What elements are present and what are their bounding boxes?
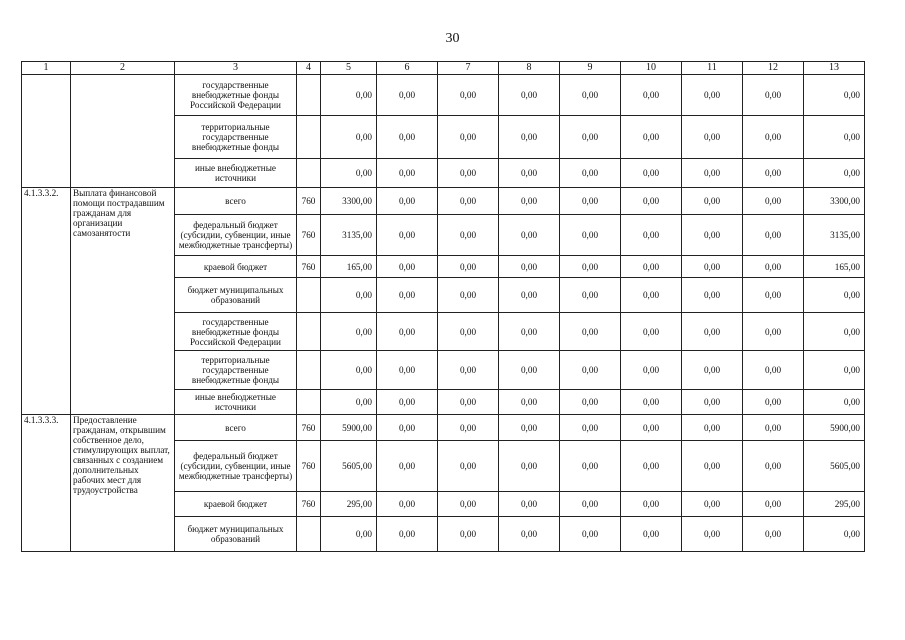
value-cell-col-7: 0,00 bbox=[438, 351, 499, 390]
value-cell-col-5: 5605,00 bbox=[321, 441, 377, 492]
value-cell-col-8: 0,00 bbox=[499, 116, 560, 159]
value-cell-col-5: 0,00 bbox=[321, 159, 377, 188]
value-cell-col-6: 0,00 bbox=[377, 492, 438, 517]
value-cell-col-12: 0,00 bbox=[743, 278, 804, 313]
value-cell-col-9: 0,00 bbox=[560, 390, 621, 415]
funding-source: всего bbox=[175, 188, 297, 215]
value-cell-col-8: 0,00 bbox=[499, 188, 560, 215]
value-cell-col-8: 0,00 bbox=[499, 75, 560, 116]
value-cell-col-7: 0,00 bbox=[438, 215, 499, 256]
value-cell-col-11: 0,00 bbox=[682, 215, 743, 256]
value-cell-col-10: 0,00 bbox=[621, 517, 682, 552]
value-cell-col-6: 0,00 bbox=[377, 351, 438, 390]
column-header-12: 12 bbox=[743, 62, 804, 75]
value-cell-col-10: 0,00 bbox=[621, 441, 682, 492]
value-cell-col-6: 0,00 bbox=[377, 75, 438, 116]
kbk-code bbox=[297, 278, 321, 313]
value-cell-col-11: 0,00 bbox=[682, 517, 743, 552]
value-cell-col-12: 0,00 bbox=[743, 441, 804, 492]
value-cell-col-11: 0,00 bbox=[682, 278, 743, 313]
value-cell-col-6: 0,00 bbox=[377, 517, 438, 552]
item-name: Предоставление гражданам, открывшим собственное дело, стимулирующих выплат, связанных с созданием дополнительных рабочих мест для трудоустройства bbox=[71, 415, 175, 552]
value-cell-col-7: 0,00 bbox=[438, 256, 499, 278]
value-cell-col-7: 0,00 bbox=[438, 441, 499, 492]
funding-source: всего bbox=[175, 415, 297, 441]
value-cell-col-9: 0,00 bbox=[560, 517, 621, 552]
value-cell-col-9: 0,00 bbox=[560, 75, 621, 116]
value-cell-col-10: 0,00 bbox=[621, 492, 682, 517]
value-cell-col-12: 0,00 bbox=[743, 351, 804, 390]
table-row bbox=[22, 415, 865, 441]
funding-source: бюджет муниципальных образований bbox=[175, 517, 297, 552]
item-code bbox=[22, 75, 71, 188]
value-cell-col-12: 0,00 bbox=[743, 116, 804, 159]
value-cell-col-6: 0,00 bbox=[377, 215, 438, 256]
value-cell-col-12: 0,00 bbox=[743, 159, 804, 188]
kbk-code bbox=[297, 75, 321, 116]
value-cell-col-9: 0,00 bbox=[560, 313, 621, 351]
column-header-1: 1 bbox=[22, 62, 71, 75]
value-cell-col-6: 0,00 bbox=[377, 278, 438, 313]
kbk-code: 760 bbox=[297, 256, 321, 278]
value-cell-col-7: 0,00 bbox=[438, 188, 499, 215]
column-header-5: 5 bbox=[321, 62, 377, 75]
value-cell-col-11: 0,00 bbox=[682, 313, 743, 351]
value-cell-col-12: 0,00 bbox=[743, 188, 804, 215]
value-cell-col-12: 0,00 bbox=[743, 517, 804, 552]
value-cell-col-12: 0,00 bbox=[743, 75, 804, 116]
funding-source: государственные внебюджетные фонды Российской Федерации bbox=[175, 75, 297, 116]
value-cell-col-11: 0,00 bbox=[682, 188, 743, 215]
value-cell-col-11: 0,00 bbox=[682, 75, 743, 116]
value-cell-col-10: 0,00 bbox=[621, 116, 682, 159]
table-row bbox=[22, 75, 865, 116]
funding-source: бюджет муниципальных образований bbox=[175, 278, 297, 313]
value-cell-col-11: 0,00 bbox=[682, 256, 743, 278]
value-cell-col-5: 3300,00 bbox=[321, 188, 377, 215]
value-cell-col-8: 0,00 bbox=[499, 415, 560, 441]
value-cell-col-13: 0,00 bbox=[804, 159, 865, 188]
value-cell-col-7: 0,00 bbox=[438, 517, 499, 552]
value-cell-col-8: 0,00 bbox=[499, 441, 560, 492]
value-cell-col-6: 0,00 bbox=[377, 313, 438, 351]
value-cell-col-11: 0,00 bbox=[682, 351, 743, 390]
value-cell-col-9: 0,00 bbox=[560, 256, 621, 278]
funding-source: территориальные государственные внебюджетные фонды bbox=[175, 116, 297, 159]
value-cell-col-6: 0,00 bbox=[377, 159, 438, 188]
value-cell-col-6: 0,00 bbox=[377, 188, 438, 215]
value-cell-col-6: 0,00 bbox=[377, 441, 438, 492]
column-header-2: 2 bbox=[71, 62, 175, 75]
value-cell-col-8: 0,00 bbox=[499, 313, 560, 351]
value-cell-col-11: 0,00 bbox=[682, 159, 743, 188]
kbk-code bbox=[297, 159, 321, 188]
value-cell-col-10: 0,00 bbox=[621, 188, 682, 215]
column-header-11: 11 bbox=[682, 62, 743, 75]
kbk-code bbox=[297, 390, 321, 415]
column-header-9: 9 bbox=[560, 62, 621, 75]
value-cell-col-8: 0,00 bbox=[499, 159, 560, 188]
value-cell-col-9: 0,00 bbox=[560, 441, 621, 492]
value-cell-col-7: 0,00 bbox=[438, 492, 499, 517]
value-cell-col-9: 0,00 bbox=[560, 278, 621, 313]
value-cell-col-12: 0,00 bbox=[743, 313, 804, 351]
value-cell-col-9: 0,00 bbox=[560, 188, 621, 215]
value-cell-col-13: 5900,00 bbox=[804, 415, 865, 441]
value-cell-col-8: 0,00 bbox=[499, 278, 560, 313]
value-cell-col-5: 3135,00 bbox=[321, 215, 377, 256]
kbk-code bbox=[297, 313, 321, 351]
value-cell-col-8: 0,00 bbox=[499, 215, 560, 256]
value-cell-col-13: 165,00 bbox=[804, 256, 865, 278]
value-cell-col-6: 0,00 bbox=[377, 415, 438, 441]
value-cell-col-7: 0,00 bbox=[438, 390, 499, 415]
column-header-7: 7 bbox=[438, 62, 499, 75]
value-cell-col-8: 0,00 bbox=[499, 351, 560, 390]
value-cell-col-10: 0,00 bbox=[621, 415, 682, 441]
item-name: Выплата финансовой помощи пострадавшим гражданам для организации самозанятости bbox=[71, 188, 175, 415]
value-cell-col-12: 0,00 bbox=[743, 215, 804, 256]
value-cell-col-10: 0,00 bbox=[621, 313, 682, 351]
value-cell-col-7: 0,00 bbox=[438, 75, 499, 116]
value-cell-col-13: 0,00 bbox=[804, 313, 865, 351]
value-cell-col-9: 0,00 bbox=[560, 351, 621, 390]
column-header-10: 10 bbox=[621, 62, 682, 75]
value-cell-col-5: 0,00 bbox=[321, 116, 377, 159]
kbk-code: 760 bbox=[297, 415, 321, 441]
kbk-code bbox=[297, 517, 321, 552]
value-cell-col-12: 0,00 bbox=[743, 492, 804, 517]
value-cell-col-5: 0,00 bbox=[321, 278, 377, 313]
budget-table bbox=[21, 61, 865, 552]
value-cell-col-9: 0,00 bbox=[560, 415, 621, 441]
value-cell-col-11: 0,00 bbox=[682, 116, 743, 159]
funding-source: государственные внебюджетные фонды Российской Федерации bbox=[175, 313, 297, 351]
value-cell-col-8: 0,00 bbox=[499, 390, 560, 415]
value-cell-col-13: 0,00 bbox=[804, 116, 865, 159]
value-cell-col-13: 0,00 bbox=[804, 75, 865, 116]
value-cell-col-5: 295,00 bbox=[321, 492, 377, 517]
item-code: 4.1.3.3.3. bbox=[22, 415, 71, 552]
funding-source: краевой бюджет bbox=[175, 492, 297, 517]
value-cell-col-7: 0,00 bbox=[438, 278, 499, 313]
value-cell-col-7: 0,00 bbox=[438, 313, 499, 351]
kbk-code bbox=[297, 351, 321, 390]
value-cell-col-11: 0,00 bbox=[682, 390, 743, 415]
column-header-13: 13 bbox=[804, 62, 865, 75]
column-header-8: 8 bbox=[499, 62, 560, 75]
value-cell-col-8: 0,00 bbox=[499, 256, 560, 278]
funding-source: иные внебюджетные источники bbox=[175, 159, 297, 188]
value-cell-col-10: 0,00 bbox=[621, 215, 682, 256]
table-body bbox=[22, 75, 865, 552]
kbk-code bbox=[297, 116, 321, 159]
value-cell-col-12: 0,00 bbox=[743, 390, 804, 415]
funding-source: иные внебюджетные источники bbox=[175, 390, 297, 415]
value-cell-col-10: 0,00 bbox=[621, 159, 682, 188]
value-cell-col-13: 295,00 bbox=[804, 492, 865, 517]
value-cell-col-11: 0,00 bbox=[682, 441, 743, 492]
value-cell-col-5: 165,00 bbox=[321, 256, 377, 278]
value-cell-col-10: 0,00 bbox=[621, 256, 682, 278]
value-cell-col-9: 0,00 bbox=[560, 159, 621, 188]
table-row bbox=[22, 188, 865, 215]
value-cell-col-9: 0,00 bbox=[560, 116, 621, 159]
value-cell-col-13: 0,00 bbox=[804, 390, 865, 415]
funding-source: краевой бюджет bbox=[175, 256, 297, 278]
value-cell-col-8: 0,00 bbox=[499, 517, 560, 552]
value-cell-col-5: 5900,00 bbox=[321, 415, 377, 441]
value-cell-col-13: 3300,00 bbox=[804, 188, 865, 215]
value-cell-col-9: 0,00 bbox=[560, 215, 621, 256]
funding-source: территориальные государственные внебюджетные фонды bbox=[175, 351, 297, 390]
value-cell-col-13: 3135,00 bbox=[804, 215, 865, 256]
value-cell-col-8: 0,00 bbox=[499, 492, 560, 517]
funding-source: федеральный бюджет (субсидии, субвенции, иные межбюджетные трансферты) bbox=[175, 441, 297, 492]
value-cell-col-13: 0,00 bbox=[804, 351, 865, 390]
item-name bbox=[71, 75, 175, 188]
column-header-3: 3 bbox=[175, 62, 297, 75]
kbk-code: 760 bbox=[297, 492, 321, 517]
value-cell-col-7: 0,00 bbox=[438, 415, 499, 441]
value-cell-col-7: 0,00 bbox=[438, 116, 499, 159]
value-cell-col-5: 0,00 bbox=[321, 75, 377, 116]
kbk-code: 760 bbox=[297, 215, 321, 256]
value-cell-col-7: 0,00 bbox=[438, 159, 499, 188]
funding-source: федеральный бюджет (субсидии, субвенции, иные межбюджетные трансферты) bbox=[175, 215, 297, 256]
item-code: 4.1.3.3.2. bbox=[22, 188, 71, 415]
value-cell-col-13: 0,00 bbox=[804, 278, 865, 313]
value-cell-col-10: 0,00 bbox=[621, 75, 682, 116]
kbk-code: 760 bbox=[297, 188, 321, 215]
value-cell-col-5: 0,00 bbox=[321, 517, 377, 552]
value-cell-col-11: 0,00 bbox=[682, 492, 743, 517]
value-cell-col-6: 0,00 bbox=[377, 256, 438, 278]
value-cell-col-10: 0,00 bbox=[621, 351, 682, 390]
column-header-6: 6 bbox=[377, 62, 438, 75]
value-cell-col-6: 0,00 bbox=[377, 390, 438, 415]
value-cell-col-12: 0,00 bbox=[743, 415, 804, 441]
value-cell-col-6: 0,00 bbox=[377, 116, 438, 159]
value-cell-col-11: 0,00 bbox=[682, 415, 743, 441]
value-cell-col-5: 0,00 bbox=[321, 390, 377, 415]
column-header-4: 4 bbox=[297, 62, 321, 75]
value-cell-col-10: 0,00 bbox=[621, 278, 682, 313]
value-cell-col-13: 0,00 bbox=[804, 517, 865, 552]
value-cell-col-10: 0,00 bbox=[621, 390, 682, 415]
page-number: 30 bbox=[445, 31, 460, 46]
value-cell-col-5: 0,00 bbox=[321, 313, 377, 351]
column-number-row bbox=[22, 62, 865, 75]
value-cell-col-9: 0,00 bbox=[560, 492, 621, 517]
value-cell-col-13: 5605,00 bbox=[804, 441, 865, 492]
value-cell-col-5: 0,00 bbox=[321, 351, 377, 390]
value-cell-col-12: 0,00 bbox=[743, 256, 804, 278]
kbk-code: 760 bbox=[297, 441, 321, 492]
